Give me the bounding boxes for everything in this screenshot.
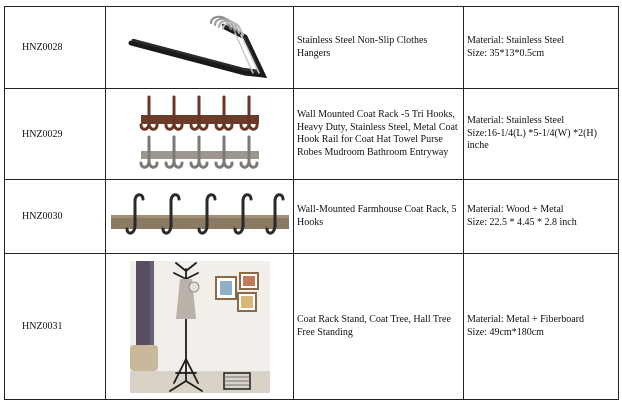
product-size: Size: 35*13*0.5cm xyxy=(467,47,545,59)
product-image-cell xyxy=(106,180,294,254)
product-material: Material: Stainless Steel xyxy=(467,35,565,46)
table-row xyxy=(5,7,619,89)
product-specs xyxy=(464,254,619,400)
product-specs xyxy=(464,89,619,180)
black-clothes-hangers-image xyxy=(125,13,275,83)
product-material: Material: Wood + Metal xyxy=(467,204,564,215)
coat-tree-room-photo xyxy=(130,261,270,393)
table-row xyxy=(5,180,619,254)
product-image-cell xyxy=(106,254,294,400)
product-code: HNZ0028 xyxy=(5,7,106,89)
product-code: HNZ0031 xyxy=(5,254,106,400)
product-description: Wall Mounted Coat Rack -5 Tri Hooks, Heavy Duty, Stainless Steel, Metal Coat Hook Rail for Coat Hat Towel Purse Robes Mudroom Bathroom Entryway xyxy=(294,89,464,180)
product-specs xyxy=(464,180,619,254)
product-image-cell xyxy=(106,89,294,180)
product-description: Stainless Steel Non-Slip Clothes Hangers xyxy=(294,7,464,89)
product-table xyxy=(4,6,619,400)
product-material: Material: Metal + Fiberboard xyxy=(467,314,584,325)
farmhouse-coat-rack-image xyxy=(109,191,291,243)
product-specs xyxy=(464,7,619,89)
product-material: Material: Stainless Steel xyxy=(467,115,565,127)
tri-hook-coat-rails-image xyxy=(135,93,265,175)
product-image-cell xyxy=(106,7,294,89)
product-description: Wall-Mounted Farmhouse Coat Rack, 5 Hooks xyxy=(294,180,464,254)
product-code: HNZ0030 xyxy=(5,180,106,254)
product-size: Size: 49cm*180cm xyxy=(467,326,544,338)
product-description: Coat Rack Stand, Coat Tree, Hall Tree Free Standing xyxy=(294,254,464,400)
table-row xyxy=(5,254,619,400)
table-row xyxy=(5,89,619,180)
product-size: Size: 22.5 * 4.45 * 2.8 inch xyxy=(467,216,577,228)
product-code: HNZ0029 xyxy=(5,89,106,180)
product-size: Size:16-1/4(L) *5-1/4(W) *2(H) inche xyxy=(467,127,597,152)
